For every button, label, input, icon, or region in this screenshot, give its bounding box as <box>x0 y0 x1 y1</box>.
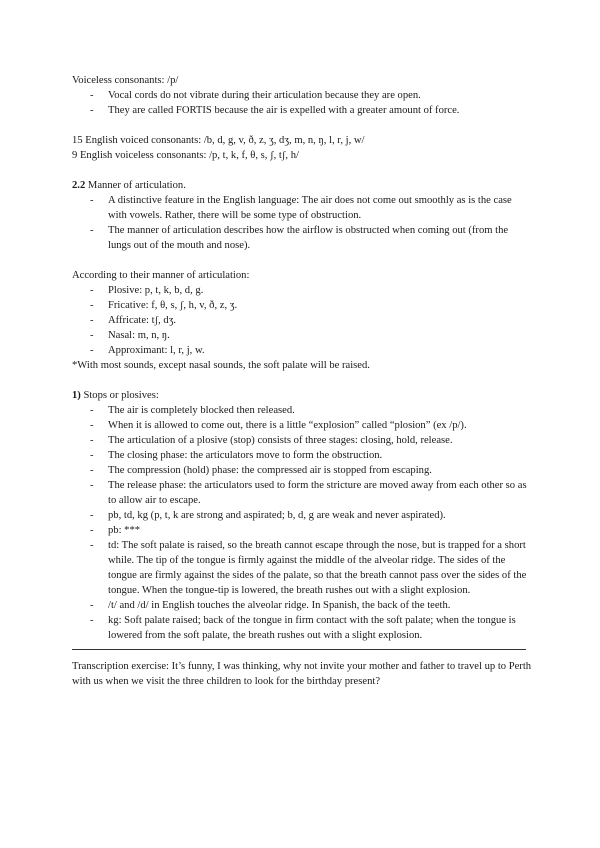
list-item: - When it is allowed to come out, there is a little “explosion” called “plosion” (ex /p/). <box>72 418 532 433</box>
according-list <box>72 283 532 358</box>
list-item: - The compression (hold) phase: the compressed air is stopped from escaping. <box>72 463 532 478</box>
list-item: - pb, td, kg (p, t, k are strong and aspirated; b, d, g are weak and never aspirated). <box>72 508 532 523</box>
list-item: - They are called FORTIS because the air is expelled with a greater amount of force. <box>72 103 532 118</box>
list-item: - kg: Soft palate raised; back of the tongue in firm contact with the soft palate; when the tongue is lowered from the soft palate, the breath rushes out with a slight explosion. <box>72 613 532 643</box>
section-number: 1) <box>72 390 81 401</box>
voiceless-heading: Voiceless consonants: /p/ <box>72 75 179 86</box>
list-item: - Nasal: m, n, ŋ. <box>72 328 532 343</box>
list-item: - Plosive: p, t, k, b, d, g. <box>72 283 532 298</box>
spacer <box>72 650 532 659</box>
spacer <box>72 163 532 178</box>
section-title: Manner of articulation. <box>85 180 186 191</box>
list-item: - td: The soft palate is raised, so the breath cannot escape through the nose, but is trapped for a short while. The tip of the tongue is firmly against the middle of the alveolar ridge. The sides of the tongue are firmly against the sides of the palate, so that the breath cannot pass over the sides of the tongue. When the tongue-tip is lowered, the breath rushes out with a slight explosion. <box>72 538 532 598</box>
document-page <box>72 73 532 689</box>
list-item: - The articulation of a plosive (stop) consists of three stages: closing, hold, release. <box>72 433 532 448</box>
voiced-count-line: 15 English voiced consonants: /b, d, g, v, ð, z, ʒ, dʒ, m, n, ŋ, l, r, j, w/ <box>72 135 365 146</box>
voiceless-count-line: 9 English voiceless consonants: /p, t, k, f, θ, s, ʃ, tʃ, h/ <box>72 150 299 161</box>
stops-heading <box>72 388 532 403</box>
manner-list <box>72 193 532 253</box>
voiceless-list <box>72 88 532 118</box>
list-item: - pb: *** <box>72 523 532 538</box>
list-item: - Vocal cords do not vibrate during their articulation because they are open. <box>72 88 532 103</box>
transcription-exercise: Transcription exercise: It’s funny, I was thinking, why not invite your mother and father to travel up to Perth with us when we visit the three children to look for the birthday present? <box>72 661 532 687</box>
list-item: - Fricative: f, θ, s, ʃ, h, v, ð, z, ʒ. <box>72 298 532 313</box>
soft-palate-note: *With most sounds, except nasal sounds, the soft palate will be raised. <box>72 360 370 371</box>
list-item: - /t/ and /d/ in English touches the alveolar ridge. In Spanish, the back of the teeth. <box>72 598 532 613</box>
manner-heading <box>72 178 532 193</box>
spacer <box>72 253 532 268</box>
list-item: - The release phase: the articulators used to form the stricture are moved away from each other so as to allow air to escape. <box>72 478 532 508</box>
list-item: - The air is completely blocked then released. <box>72 403 532 418</box>
list-item: - A distinctive feature in the English language: The air does not come out smoothly as is the case with vowels. Rather, there will be some type of obstruction. <box>72 193 532 223</box>
section-title: Stops or plosives: <box>80 390 159 401</box>
list-item: - The closing phase: the articulators move to form the obstruction. <box>72 448 532 463</box>
list-item: - Affricate: tʃ, dʒ. <box>72 313 532 328</box>
list-item: - Approximant: l, r, j, w. <box>72 343 532 358</box>
spacer <box>72 373 532 388</box>
list-item: - The manner of articulation describes how the airflow is obstructed when coming out (from the lungs out of the mouth and nose). <box>72 223 532 253</box>
according-heading: According to their manner of articulation: <box>72 270 250 281</box>
stops-list <box>72 403 532 643</box>
spacer <box>72 118 532 133</box>
section-number: 2.2 <box>72 180 86 191</box>
